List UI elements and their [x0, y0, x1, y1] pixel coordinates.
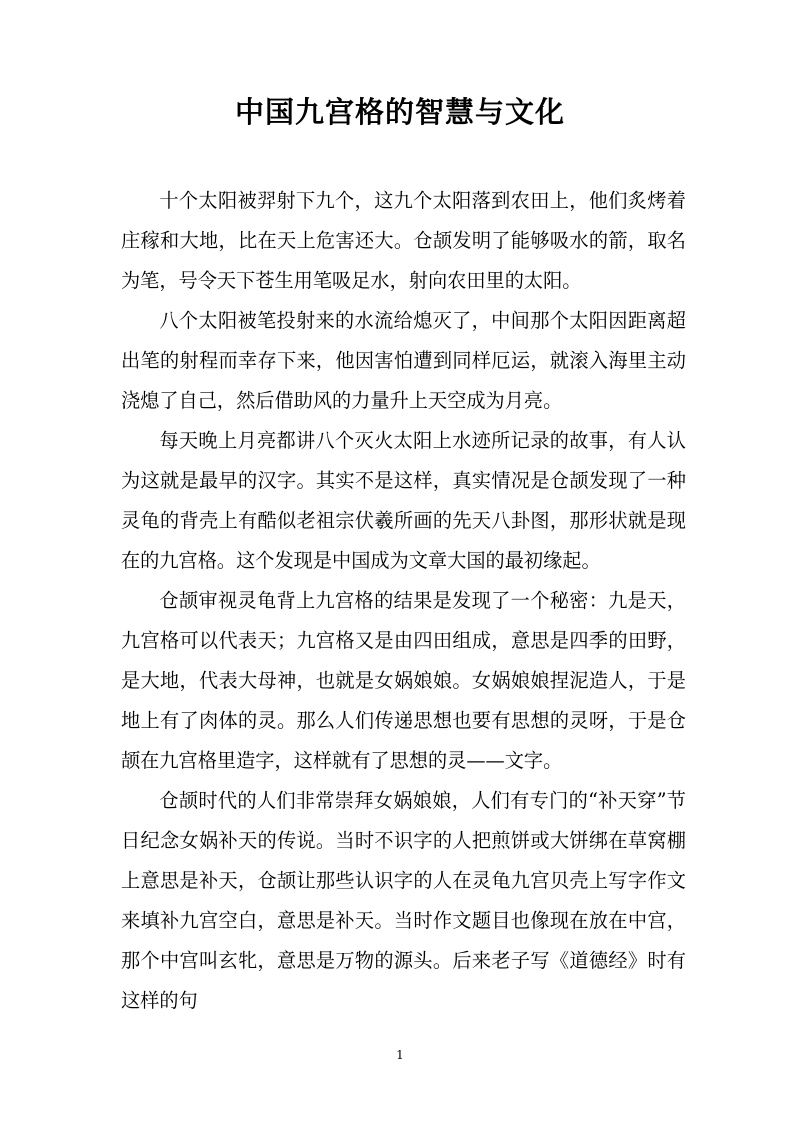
paragraph-1: 十个太阳被羿射下九个，这九个太阳落到农田上，他们炙烤着庄稼和大地，比在天上危害还大。仓颉发明了能够吸水的箭，取名为笔，号令天下苍生用笔吸足水，射向农田里的太阳。 [121, 189, 686, 292]
document-title: 中国九宫格的智慧与文化 [234, 95, 565, 129]
paragraph-4: 仓颉审视灵龟背上九宫格的结果是发现了一个秘密：九是天，九宫格可以代表天；九宫格又是由四田组成，意思是四季的田野，是大地，代表大母神，也就是女娲娘娘。女娲娘娘捏泥造人，于是地上有了肉体的灵。那么人们传递思想也要有思想的灵呀，于是仓颉在九宫格里造字，这样就有了思想的灵——文字。 [121, 589, 686, 772]
paragraph-5: 仓颉时代的人们非常崇拜女娲娘娘，人们有专门的“补天穿”节日纪念女娲补天的传说。当时不识字的人把煎饼或大饼绑在草窝棚上意思是补天，仓颉让那些认识字的人在灵龟九宫贝壳上写字作文来填补九宫空白，意思是补天。当时作文题目也像现在放在中宫，那个中宫叫玄牝，意思是万物的源头。后来老子写《道德经》时有这样的句 [121, 789, 686, 1012]
document-body [121, 181, 686, 1021]
paragraph-3: 每天晚上月亮都讲八个灭火太阳上水迹所记录的故事，有人认为这就是最早的汉字。其实不是这样，真实情况是仓颉发现了一种灵龟的背壳上有酷似老祖宗伏羲所画的先天八卦图，那形状就是现在的九宫格。这个发现是中国成为文章大国的最初缘起。 [121, 429, 686, 572]
paragraph-2: 八个太阳被笔投射来的水流给熄灭了，中间那个太阳因距离超出笔的射程而幸存下来，他因害怕遭到同样厄运，就滚入海里主动浇熄了自己，然后借助风的力量升上天空成为月亮。 [121, 309, 686, 412]
page-number: 1 [396, 1048, 404, 1062]
